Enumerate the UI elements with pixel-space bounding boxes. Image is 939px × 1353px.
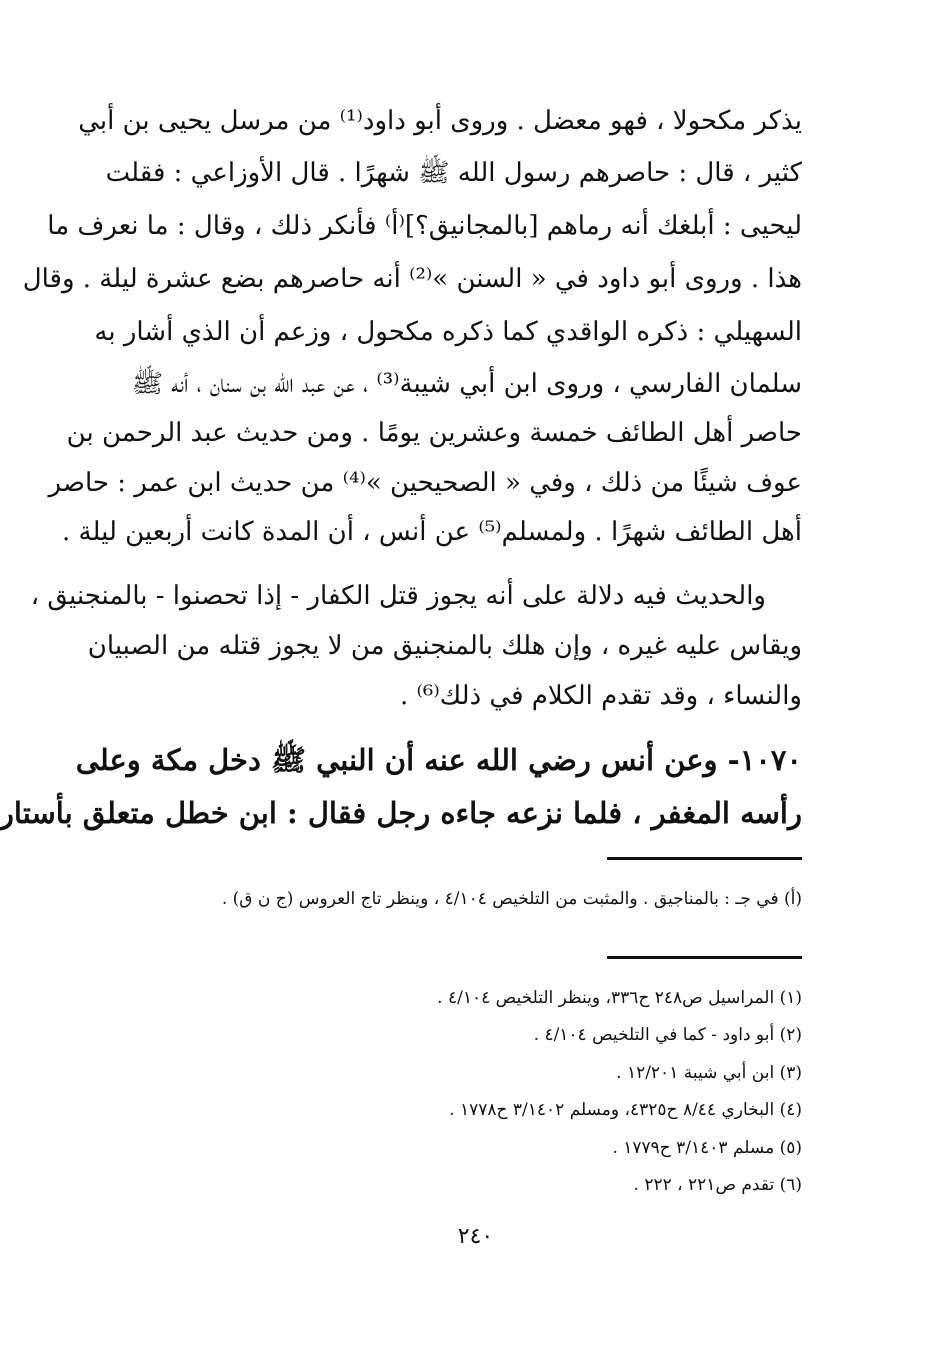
- footnote: (٤) البخاري ٨/٤٤ ح٤٣٢٥، ومسلم ٣/١٤٠٢ ح١٧٧٨ .: [449, 1100, 802, 1120]
- body-line: عوف شيئًا من ذلك ، وفي « الصحيحين »⁽⁴⁾ من حديث ابن عمر : حاصر: [48, 468, 802, 498]
- body-line: والنساء ، وقد تقدم الكلام في ذلك⁽⁶⁾ .: [399, 681, 802, 711]
- footnote-separator: [607, 857, 802, 860]
- footnote: (٣) ابن أبي شيبة ١٢/٢٠١ .: [616, 1063, 802, 1083]
- hadith-heading: ١٠٧٠- وعن أنس رضي الله عنه أن النبي ﷺ دخل مكة وعلى: [75, 743, 802, 777]
- body-line: والحديث فيه دلالة على أنه يجوز قتل الكفار - إذا تحصنوا - بالمنجنيق ،: [30, 581, 766, 611]
- body-line: يذكر مكحولا ، فهو معضل . وروى أبو داود⁽¹⁾ من مرسل يحيى بن أبي: [78, 106, 802, 136]
- body-line: ويقاس عليه غيره ، وإن هلك بالمنجنيق من لا يجوز قتله من الصبيان: [87, 631, 802, 661]
- hadith-line: رأسه المغفر ، فلما نزعه جاءه رجل فقال : ابن خطل متعلق بأستار: [0, 796, 802, 830]
- body-line: كثير ، قال : حاصرهم رسول الله ﷺ شهرًا . قال الأوزاعي : فقلت: [105, 158, 802, 188]
- footnote-separator: [607, 956, 802, 959]
- footnote: (٢) أبو داود - كما في التلخيص ٤/١٠٤ .: [533, 1025, 802, 1045]
- body-line: ليحيى : أبلغك أنه رماهم [بالمجانيق؟]⁽أ⁾ فأنكر ذلك ، وقال : ما نعرف ما: [47, 211, 802, 241]
- footnote: (٥) مسلم ٣/١٤٠٣ ح١٧٧٩ .: [612, 1138, 802, 1158]
- page-number: ٢٤٠: [457, 1224, 494, 1249]
- body-line: حاصر أهل الطائف خمسة وعشرين يومًا . ومن حديث عبد الرحمن بن: [66, 418, 802, 448]
- body-line: السهيلي : ذكره الواقدي كما ذكره مكحول ، وزعم أن الذي أشار به: [94, 317, 802, 347]
- footnote: (١) المراسيل ص٢٤٨ ح٣٣٦، وينظر التلخيص ٤/١٠٤ .: [437, 988, 802, 1008]
- variant-footnote: (أ) في جـ : بالمناجيق . والمثبت من التلخيص ٤/١٠٤ ، وينظر تاج العروس (ج ن ق) .: [221, 889, 802, 909]
- body-line: أهل الطائف شهرًا . ولمسلم⁽⁵⁾ عن أنس ، أن المدة كانت أربعين ليلة .: [62, 517, 802, 547]
- body-line: هذا . وروى أبو داود في « السنن »⁽²⁾ أنه حاصرهم بضع عشرة ليلة . وقال: [22, 264, 802, 294]
- footnote: (٦) تقدم ص٢٢١ ، ٢٢٢ .: [633, 1175, 802, 1195]
- body-line: سلمان الفارسي ، وروى ابن أبي شيبة⁽³⁾ ، عن عبد الله بن سنان ، أنه ﷺ: [131, 369, 802, 399]
